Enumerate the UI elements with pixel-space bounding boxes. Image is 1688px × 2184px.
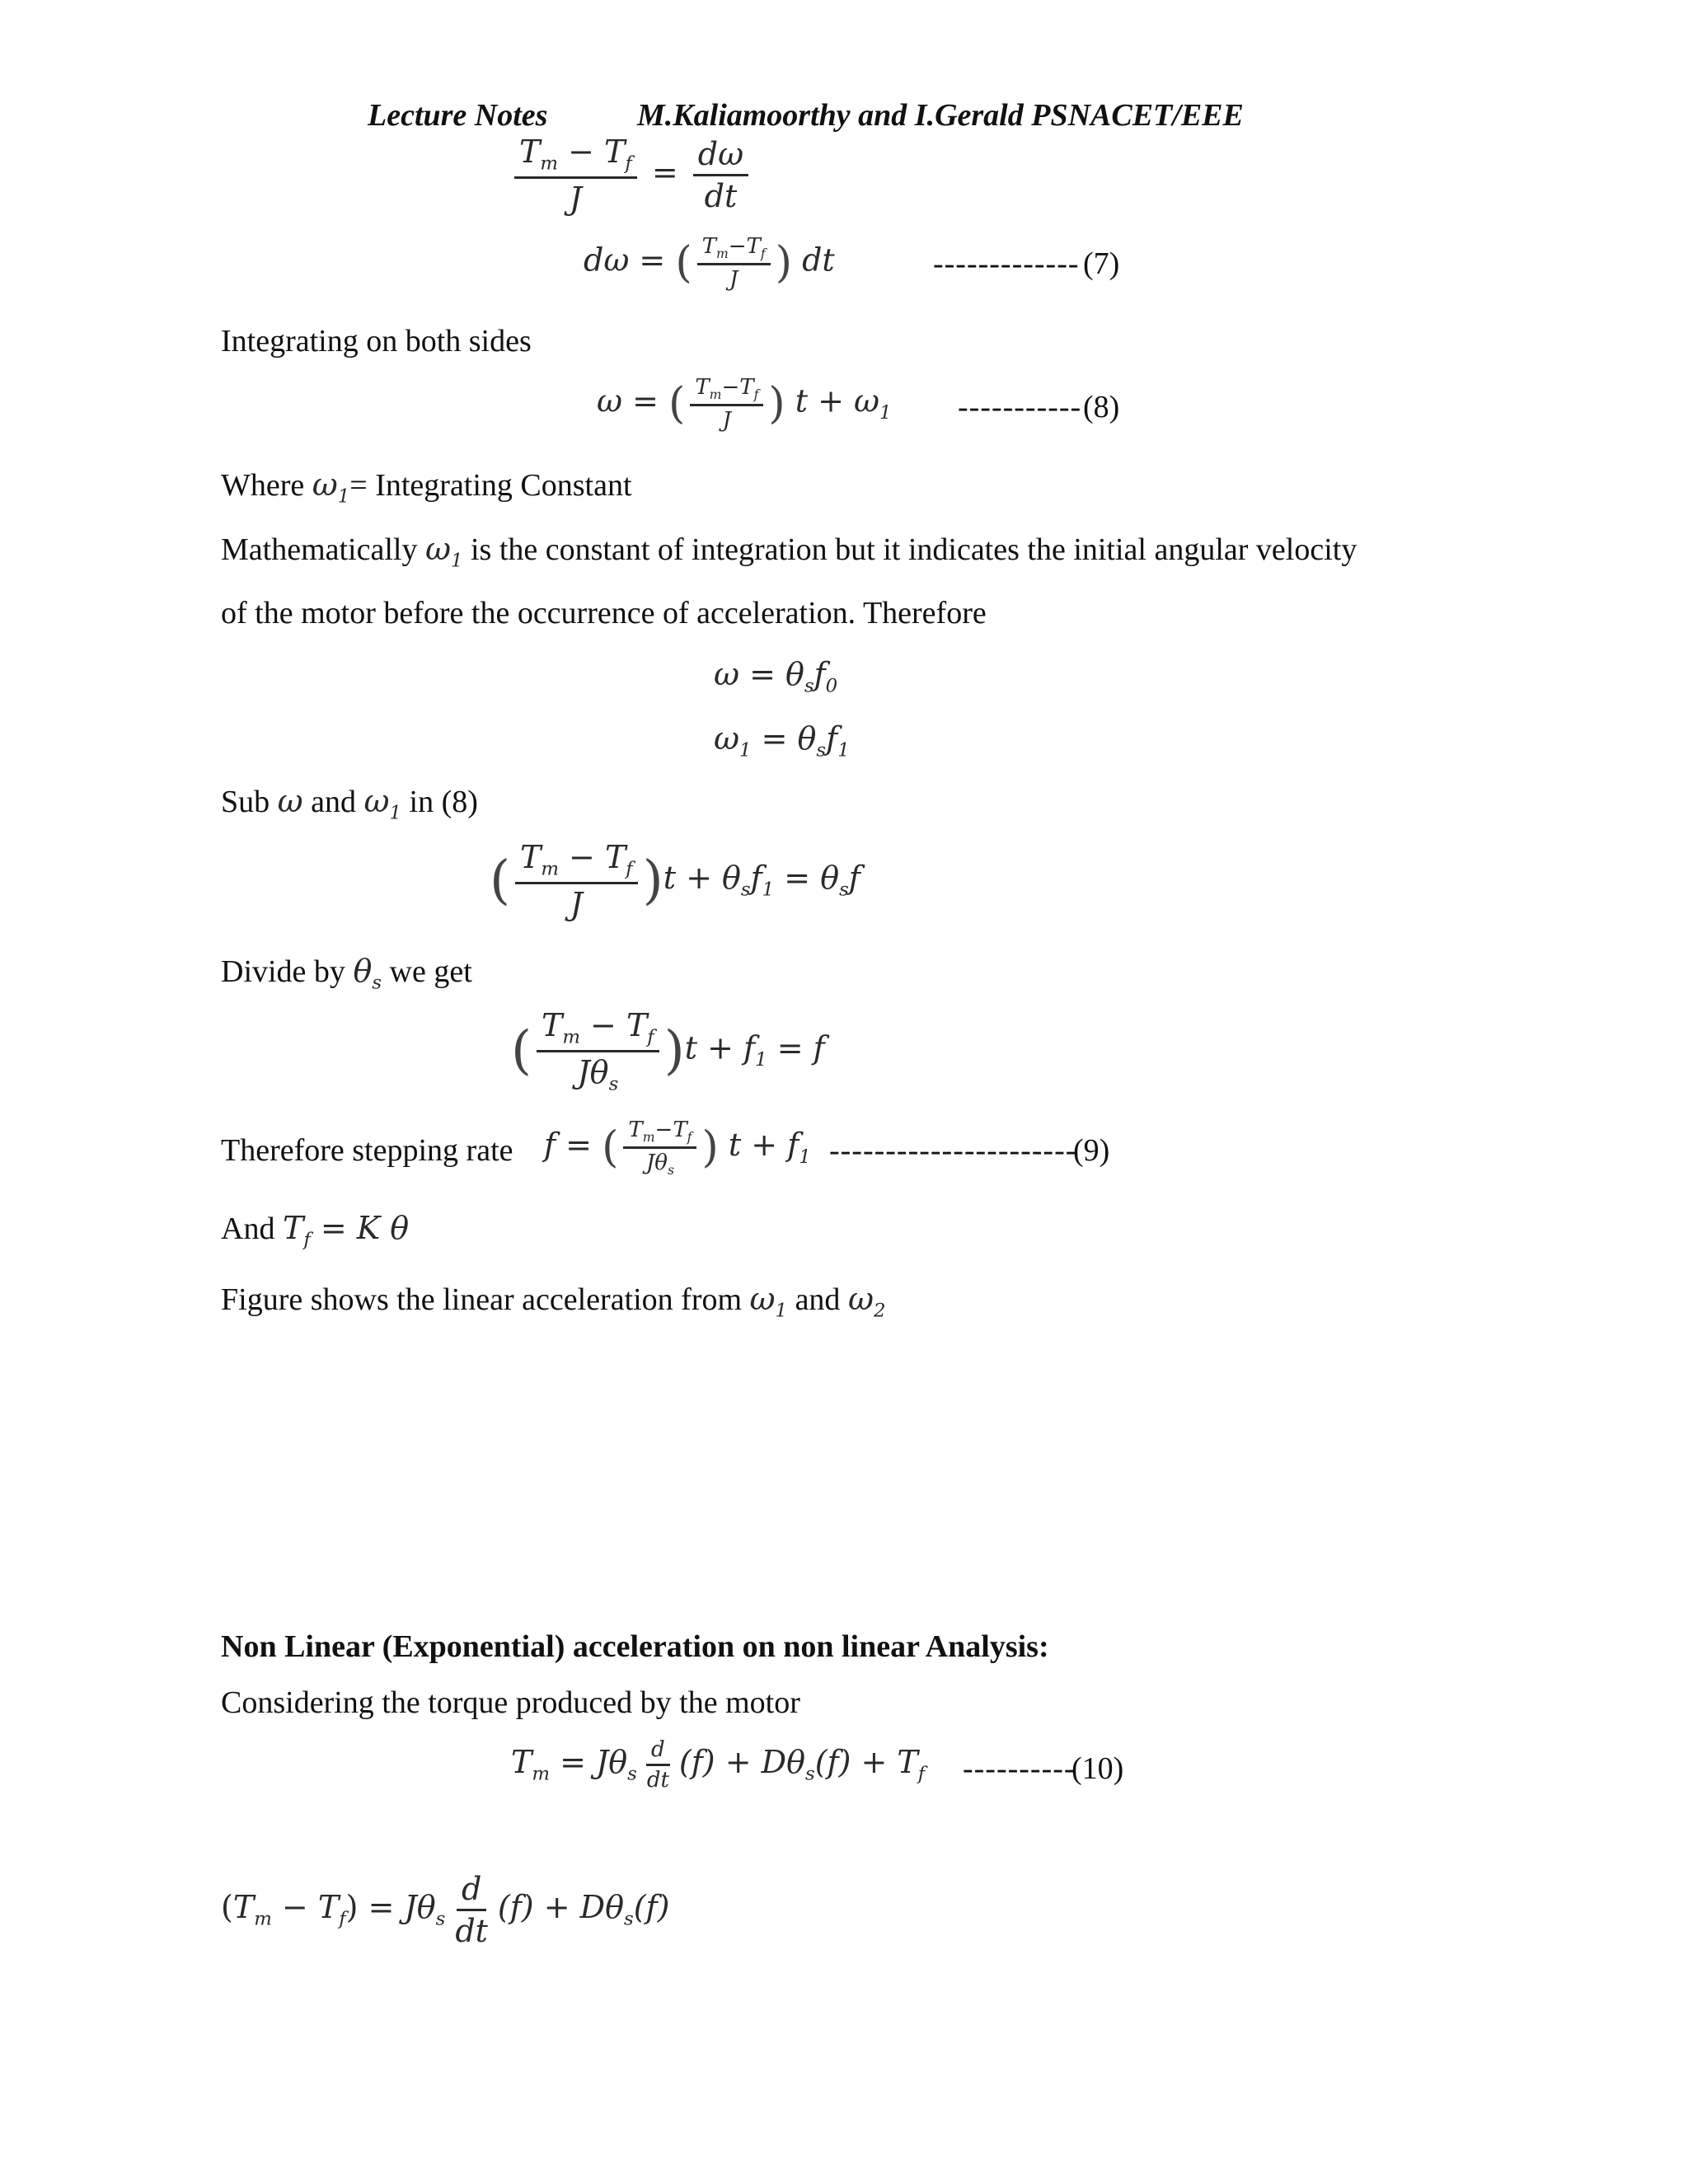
equation-8: ω = ( $\frac{T_m-T_f}{J}$ ) $t + \omega_1$ [597, 375, 892, 434]
equation-rearranged: $(T_m - T_f) = J\theta_s$ $\frac{d}{dt}$ $(f) + D\theta_s(f)$ [221, 1871, 670, 1949]
equation-9-dashes: ---------------------- [829, 1133, 1077, 1168]
text-mathematically-line1: Mathematically $\omega_1$ is the constant of integration but it indicates the initial angular velocity [221, 531, 1357, 572]
text-stepping-rate: Therefore stepping rate [221, 1133, 513, 1168]
text-and-tf: And $T_f = K$ θ [221, 1210, 410, 1251]
text-mathematically-line2: of the motor before the occurrence of acceleration. Therefore [221, 596, 987, 630]
equation-substituted: ( $\frac{T_m - T_f}{J}$ )$t + \theta_sf_1 = \theta_sf$ [490, 839, 860, 922]
equation-10-number: (10) [1071, 1751, 1124, 1786]
figure-and: and [795, 1282, 841, 1317]
section-heading: Non Linear (Exponential) acceleration on non linear Analysis: [221, 1629, 1049, 1664]
equation-torque-balance: $\frac{T_m - T_f}{J}$ = $\frac{d\omega}{dt}$ [509, 134, 753, 217]
equation-8-dashes: ----------- [958, 390, 1082, 424]
text-considering: Considering the torque produced by the motor [221, 1685, 800, 1720]
math-suffix: is the constant of integration but it indicates the initial angular velocity [470, 532, 1357, 567]
divide-prefix: Divide by [221, 954, 345, 989]
where-prefix: Where [221, 468, 305, 503]
equation-omega-f0: $\omega = \theta_sf_0$ [714, 656, 838, 697]
equation-10: $T_m = J\theta_s$ $\frac{d}{dt}$ $(f) + D\theta_s(f) + T_f$ [511, 1737, 926, 1793]
equation-8-number: (8) [1083, 390, 1120, 424]
sub-suffix: in (8) [409, 785, 478, 819]
text-figure-shows: Figure shows the linear acceleration from $\omega_1$ and $\omega_2$ [221, 1281, 886, 1322]
math-prefix: Mathematically [221, 532, 418, 567]
equation-10-dashes: ---------- [963, 1751, 1076, 1786]
header-left: Lecture Notes [368, 98, 548, 133]
divide-suffix: we get [389, 954, 472, 989]
and-prefix: And [221, 1212, 275, 1246]
equation-omega1-f1: $\omega_1 = \theta_sf_1$ [714, 720, 850, 762]
equation-7-dashes: ------------- [933, 246, 1080, 281]
header-right: M.Kaliamoorthy and I.Gerald PSNACET/EEE [637, 98, 1244, 133]
equation-9: f = ( $\frac{T_m-T_f}{J\theta_s}$ ) $t + f_1$ [544, 1118, 811, 1179]
text-where: Where $\omega_1=$ Integrating Constant [221, 466, 632, 508]
equation-7-number: (7) [1083, 246, 1120, 281]
text-sub: Sub ω and $\omega_1$ in (8) [221, 783, 478, 824]
sub-and: and [311, 785, 357, 819]
text-integrating: Integrating on both sides [221, 324, 532, 359]
text-divide: Divide by $\theta_s$ we get [221, 953, 472, 994]
equation-7: dω = ( $\frac{T_m-T_f}{J}$ ) dt [584, 234, 835, 293]
equation-divided: ( $\frac{T_m - T_f}{J\theta_s}$ )$t + f_1 = f$ [511, 1007, 825, 1095]
equation-9-number: (9) [1073, 1133, 1110, 1168]
figure-prefix: Figure shows the linear acceleration from [221, 1282, 743, 1317]
sub-prefix: Sub [221, 785, 270, 819]
where-suffix: = Integrating Constant [349, 468, 632, 503]
